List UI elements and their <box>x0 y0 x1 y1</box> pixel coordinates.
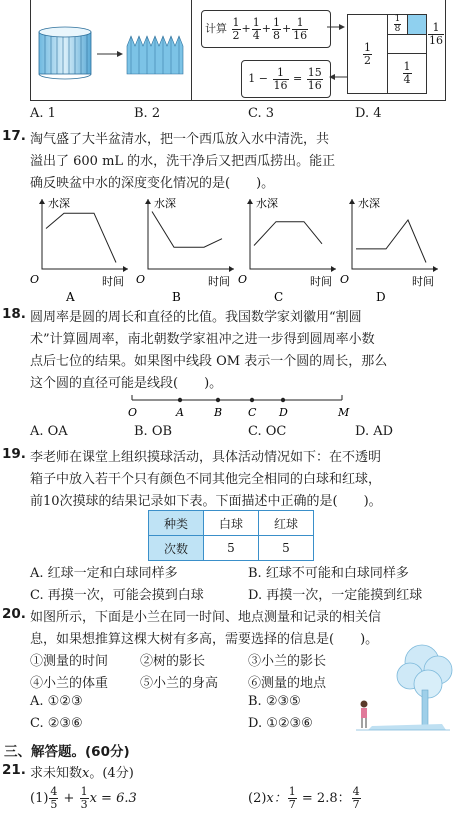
q18-line-3: 点后七位的结果。如果图中线段 OM 表示一个圆的周长，那么 <box>30 354 388 369</box>
q16-option-c[interactable]: C. 3 <box>248 106 275 121</box>
sum-formula-box: 计算 $\frac{1}{2}$ + $\frac{1}{4}$ + $\frac{1}{8}$ + $\frac{1}{16}$ <box>201 10 331 48</box>
q18-line-1: 圆周率是圆的周长和直径的比值。我国数学家刘徽用“割圆 <box>30 310 362 325</box>
table-cell-red: 5 <box>259 536 314 561</box>
table-header-red: 红球 <box>259 511 314 536</box>
table-header-kind: 种类 <box>149 511 204 536</box>
tree-and-girl-illustration <box>350 640 454 740</box>
y-axis-label: 水深 <box>154 197 176 210</box>
q20-option-c[interactable]: C. ②③⑥ <box>30 716 83 731</box>
q21-prompt: 求未知数x。(4分) <box>30 766 134 781</box>
q18-option-c[interactable]: C. OC <box>248 424 287 439</box>
table-cell-white: 5 <box>204 536 259 561</box>
q16-option-d[interactable]: D. 4 <box>355 106 382 121</box>
graph-option-label: C <box>274 290 284 303</box>
result-box: 1 − $\frac{1}{16}$ = $\frac{15}{16}$ <box>241 60 331 98</box>
q19-line-2: 箱子中放入若干个只有颜色不同其他完全相同的白球和红球， <box>30 472 382 487</box>
point-D <box>281 398 285 402</box>
q19-option-d[interactable]: D. 再摸一次，一定能摸到红球 <box>248 588 423 603</box>
q21-part-1: (1) $\frac{4}{5}$ + $\frac{1}{3}$ x = 6.3 <box>30 785 137 811</box>
y-axis-label: 水深 <box>358 197 380 210</box>
q19-option-c[interactable]: C. 再摸一次，可能会摸到白球 <box>30 588 204 603</box>
point-C <box>250 398 254 402</box>
q18-line-2: 术”计算圆周率，南北朝数学家祖冲之进一步得到圆周率小数 <box>30 332 375 347</box>
point-label-M: M <box>338 406 350 419</box>
x-axis-label: 时间 <box>412 275 434 288</box>
point-label-O: O <box>128 406 138 419</box>
q18-line-4: 这个圆的直径可能是线段( )。 <box>30 376 223 391</box>
graph-option-label: B <box>172 290 181 303</box>
q18-option-d[interactable]: D. AD <box>355 424 394 439</box>
q17-line-3: 确反映盆中水的深度变化情况的是( )。 <box>30 176 275 191</box>
q20-option-a[interactable]: A. ①②③ <box>30 694 83 709</box>
x-axis-label: 时间 <box>102 275 124 288</box>
q17-line-2: 溢出了 600 mL 的水，洗干净后又把西瓜捞出。能正 <box>30 154 336 169</box>
q20-line-2: 息，如果想推算这棵大树有多高，需要选择的信息是( )。 <box>30 632 379 647</box>
q19-line-1: 李老师在课堂上组织摸球活动，具体活动情况如下：在不透明 <box>30 450 382 465</box>
q19-option-b[interactable]: B. 红球不可能和白球同样多 <box>248 566 409 581</box>
tree-icon <box>397 645 452 728</box>
point-B <box>216 398 220 402</box>
point-label-A: A <box>176 406 184 419</box>
q18-option-b[interactable]: B. OB <box>134 424 173 439</box>
ball-count-table <box>148 510 314 561</box>
table-header-white: 白球 <box>204 511 259 536</box>
origin-label: O <box>340 273 350 286</box>
q19-line-3: 前10次摸球的结果记录如下表。下面描述中正确的是( )。 <box>30 494 382 509</box>
x-axis-label: 时间 <box>310 275 332 288</box>
arrow-left <box>329 72 347 82</box>
shadow-icon <box>356 724 450 730</box>
q20-item-2: ②树的影长 <box>140 654 206 669</box>
graph-option-label: A <box>66 290 75 303</box>
q20-item-6: ⑥测量的地点 <box>248 676 327 691</box>
point-label-C: C <box>248 406 257 419</box>
point-A <box>178 398 182 402</box>
q17-line-1: 淘气盛了大半盆清水，把一个西瓜放入水中清洗，共 <box>30 132 330 147</box>
q20-item-5: ⑤小兰的身高 <box>140 676 219 691</box>
q17-graph-A[interactable] <box>30 196 128 303</box>
y-axis-label: 水深 <box>48 197 70 210</box>
q19-number: 19. <box>2 446 26 462</box>
point-label-B: B <box>214 406 223 419</box>
q20-item-1: ①测量的时间 <box>30 654 109 669</box>
point-label-D: D <box>279 406 288 419</box>
table-row-label: 次数 <box>149 536 204 561</box>
q21-part-2: (2)x： $\frac{1}{7}$ = 2.8： $\frac{4}{7}$ <box>248 785 360 811</box>
origin-label: O <box>136 273 146 286</box>
q20-option-b[interactable]: B. ②③⑤ <box>248 694 301 709</box>
arrow-right <box>327 22 345 32</box>
calc-label: 计算 <box>205 22 227 35</box>
sixteenth-label: $\frac{1}{16}$ <box>429 21 443 47</box>
paper-cylinder-diagram <box>33 18 213 93</box>
graph-option-label: D <box>376 290 386 303</box>
q20-number: 20. <box>2 606 26 622</box>
number-line-om <box>120 392 350 426</box>
origin-label: O <box>238 273 248 286</box>
q20-item-4: ④小兰的体重 <box>30 676 109 691</box>
q17-graph-C[interactable] <box>238 196 336 303</box>
q17-graphs <box>0 193 455 303</box>
q20-option-d[interactable]: D. ①②③⑥ <box>248 716 313 731</box>
q16-option-b[interactable]: B. 2 <box>134 106 161 121</box>
q17-graph-D[interactable] <box>340 196 438 303</box>
q20-item-3: ③小兰的影长 <box>248 654 327 669</box>
origin-label: O <box>30 273 40 286</box>
q16-figure-box <box>30 0 446 101</box>
x-axis-label: 时间 <box>208 275 230 288</box>
y-axis-label: 水深 <box>256 197 278 210</box>
sixteenth-cell <box>408 15 426 35</box>
q18-number: 18. <box>2 306 26 322</box>
section-3-heading: 三、解答题。(60分) <box>4 744 130 760</box>
q18-option-a[interactable]: A. OA <box>30 424 68 439</box>
q19-option-a[interactable]: A. 红球一定和白球同样多 <box>30 566 178 581</box>
q21-number: 21. <box>2 762 26 778</box>
girl-icon <box>361 701 368 729</box>
fraction-area-grid: $\frac{1}{2}$ $\frac{1}{8}$ $\frac{1}{4}$ <box>347 14 427 94</box>
divider-line <box>191 0 192 100</box>
q17-number: 17. <box>2 128 26 144</box>
q17-graph-B[interactable] <box>136 196 234 303</box>
q16-option-a[interactable]: A. 1 <box>30 106 56 121</box>
q20-line-1: 如图所示，下面是小兰在同一时间、地点测量和记录的相关信 <box>30 610 382 625</box>
